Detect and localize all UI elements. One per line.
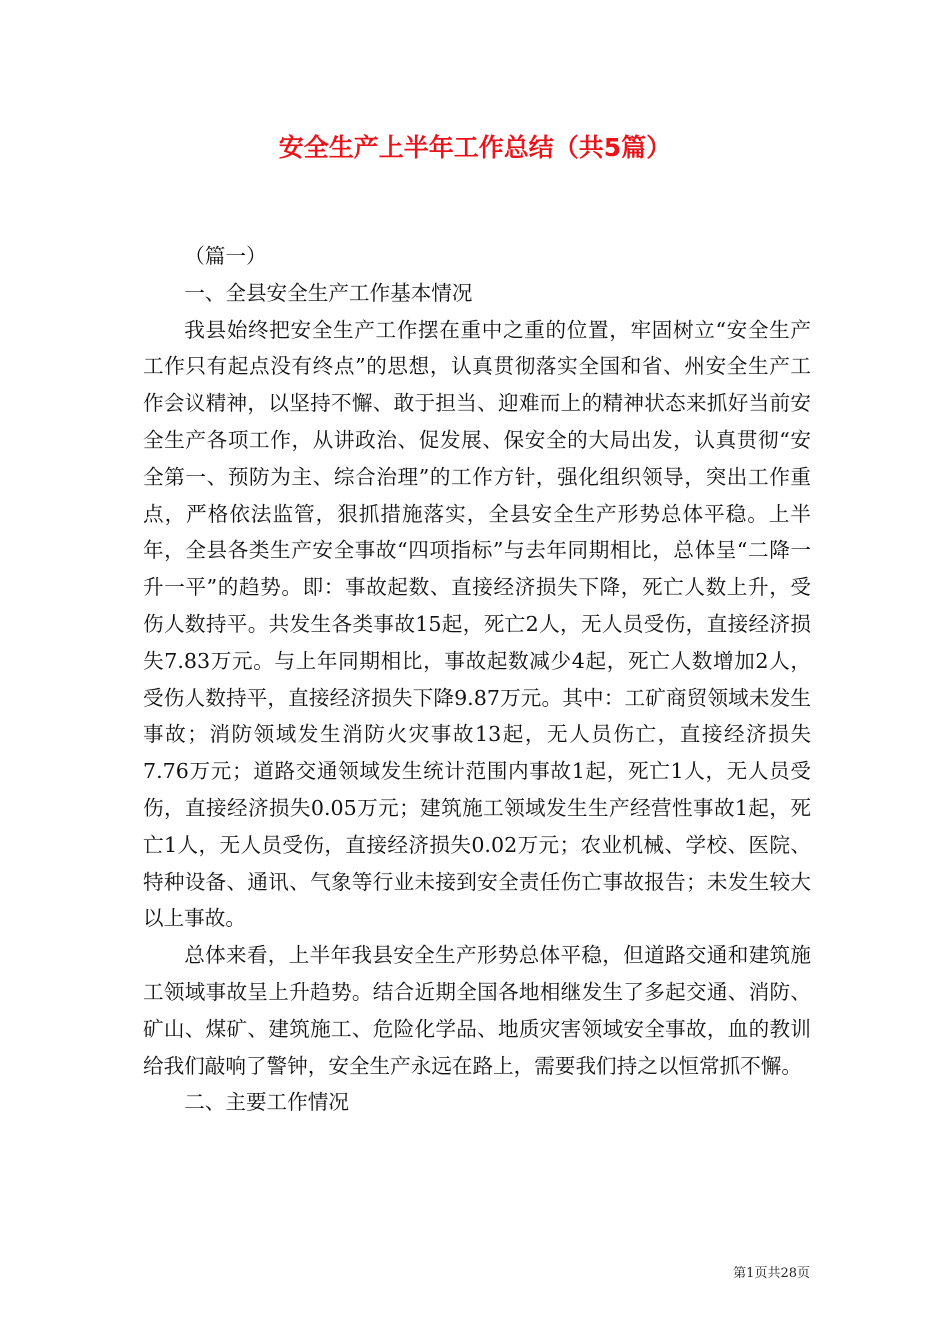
page-number: 第1页共28页 [733, 1266, 810, 1281]
part-label: （篇一） [184, 244, 267, 268]
document-title: 安全生产上半年工作总结（共5篇） [278, 133, 672, 162]
paragraph-2: 总体来看，上半年我县安全生产形势总体平稳，但道路交通和建筑施工领域事故呈上升趋势。结合近期全国各地相继发生了多起交通、消防、矿山、煤矿、建筑施工、危险化学品、地质灾害领域安全事故，血的教训给我们敲响了警钟，安全生产永远在路上，需要我们持之以恒常抓不懈。 [143, 943, 811, 1078]
paragraph-1: 我县始终把安全生产工作摆在重中之重的位置，牢固树立“安全生产工作只有起点没有终点”的思想，认真贯彻落实全国和省、州安全生产工作会议精神，以坚持不懈、敢于担当、迎难而上的精神状态来抓好当前安全生产各项工作，从讲政治、促发展、保安全的大局出发，认真贯彻“安全第一、预防为主、综合治理”的工作方针，强化组织领导，突出工作重点，严格依法监管，狠抓措施落实，全县安全生产形势总体平稳。上半年，全县各类生产安全事故“四项指标”与去年同期相比，总体呈“二降一升一平”的趋势。即：事故起数、直接经济损失下降，死亡人数上升，受伤人数持平。共发生各类事故15起，死亡2人，无人员受伤，直接经济损失7.83万元。与上年同期相比，事故起数减少4起，死亡人数增加2人，受伤人数持平，直接经济损失下降9.87万元。其中：工矿商贸领域未发生事故；消防领域发生消防火灾事故13起，无人员伤亡，直接经济损失7.76万元；道路交通领域发生统计范围内事故1起，死亡1人，无人员受伤，直接经济损失0.05万元；建筑施工领域发生生产经营性事故1起，死亡1人，无人员受伤，直接经济损失0.02万元；农业机械、学校、医院、特种设备、通讯、气象等行业未接到安全责任伤亡事故报告；未发生较大以上事故。 [143, 317, 811, 931]
section-heading-1: 一、全县安全生产工作基本情况 [184, 280, 473, 305]
section-heading-2: 二、主要工作情况 [184, 1090, 349, 1115]
document-body [143, 238, 811, 1121]
